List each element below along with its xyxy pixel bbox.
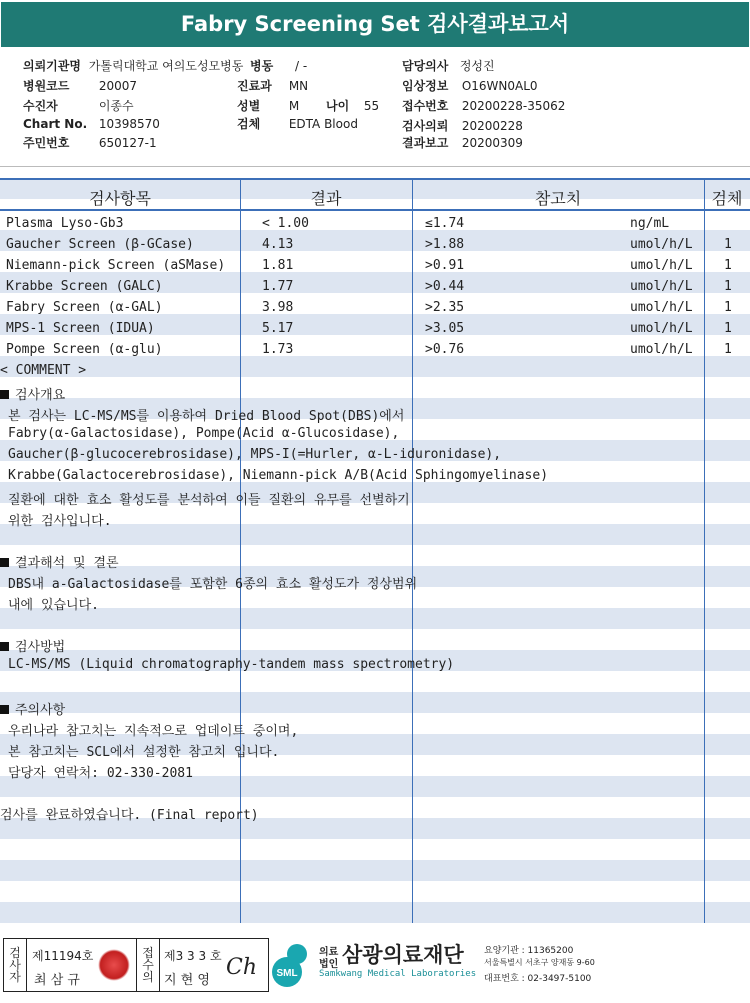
section-method-title-text: 검사방법: [15, 640, 66, 655]
col-header-specimen: 검체: [711, 189, 743, 208]
result-cell: 4.13: [262, 237, 294, 252]
unit-cell: umol/h/L: [630, 342, 693, 357]
result-cell: < 1.00: [262, 216, 309, 231]
org-name: 삼광의료재단: [342, 943, 464, 967]
report-date-label: 결과보고: [402, 136, 449, 150]
specimen-value: EDTA Blood: [288, 117, 358, 131]
overview-line: 질환에 대한 효소 활성도를 분석하여 이들 질환의 유무를 선별하기: [8, 493, 410, 508]
item-cell: Krabbe Screen (GALC): [6, 279, 163, 294]
col-header-reference: 참고치: [534, 189, 582, 208]
doctor-label: 담당의사: [402, 59, 449, 73]
result-cell: 1.77: [262, 279, 294, 294]
result-cell: 3.98: [262, 300, 294, 315]
unit-cell: umol/h/L: [630, 258, 693, 273]
official-seal-icon: [98, 949, 130, 981]
ssn-value: 650127-1: [98, 136, 157, 150]
tester-label-text: 검사자: [9, 946, 21, 984]
institution-label: 의뢰기관명: [23, 59, 81, 73]
results-table: [0, 178, 750, 923]
caution-line: 담당자 연락처: 02-330-2081: [8, 766, 193, 781]
section-conclusion-title: [0, 552, 119, 571]
item-cell: Pompe Screen (α-glu): [6, 342, 163, 357]
result-cell: 1.73: [262, 342, 294, 357]
org-prefix-1: 의료: [319, 947, 339, 958]
result-cell: 5.17: [262, 321, 294, 336]
clinical-info-value: O16WN0AL0: [461, 79, 538, 93]
hospital-code: [23, 77, 137, 94]
department: [237, 77, 308, 94]
conclusion-line: DBS내 a-Galactosidase를 포함한 6종의 효소 활성도가 정상범위: [8, 577, 418, 592]
section-caution-title: [0, 699, 65, 718]
square-bullet-icon: [0, 705, 9, 714]
conclusion-line: 내에 있습니다.: [8, 598, 100, 613]
caution-line: 본 참고치는 SCL에서 설정한 참고치 입니다.: [8, 745, 280, 760]
department-value: MN: [288, 79, 309, 93]
item-cell: Fabry Screen (α-GAL): [6, 300, 163, 315]
reference-cell: >2.35: [425, 300, 465, 315]
item-cell: Niemann-pick Screen (aSMase): [6, 258, 226, 273]
overview-line: Krabbe(Galactocerebrosidase), Niemann-pick A/B(Acid Sphingomyelinase): [8, 468, 549, 483]
ward-label: 병동: [250, 59, 274, 73]
chart-number-value: 10398570: [98, 117, 160, 131]
overview-line: Gaucher(β-glucocerebrosidase), MPS-I(=Hurler, α-L-iduronidase),: [8, 447, 502, 462]
section-conclusion-title-text: 결과해석 및 결론: [15, 556, 119, 571]
table-row: [0, 319, 750, 340]
hospital-code-label: 병원코드: [23, 79, 70, 93]
signature-box: [3, 938, 269, 992]
patient: [23, 97, 134, 114]
receipt-number-label: 접수번호: [402, 99, 449, 113]
section-method-title: [0, 636, 65, 655]
chart-number: [23, 117, 160, 131]
overview-line: Fabry(α-Galactosidase), Pompe(Acid α-Glucosidase),: [8, 426, 400, 441]
doctor-value: 정성진: [459, 59, 495, 73]
square-bullet-icon: [0, 390, 9, 399]
confirm-label: [136, 939, 160, 991]
request-date-label: 검사의뢰: [402, 119, 449, 133]
ward: [250, 57, 307, 74]
header-divider: [0, 166, 750, 167]
specimen-cell: 1: [724, 258, 732, 273]
request-date: [402, 117, 523, 134]
sml-logo-icon: [271, 940, 317, 990]
chart-number-label: Chart No.: [23, 117, 88, 131]
confirm-name: 지 현 영: [164, 973, 210, 988]
section-caution-title-text: 주의사항: [15, 703, 66, 718]
method-line: LC-MS/MS (Liquid chromatography-tandem mass spectrometry): [8, 657, 455, 672]
tester-number: 제11194호: [32, 949, 94, 963]
specimen-cell: 1: [724, 342, 732, 357]
doctor: [402, 57, 495, 74]
specimen-cell: 1: [724, 321, 732, 336]
table-row: [0, 214, 750, 235]
report-date-value: 20200309: [461, 136, 523, 150]
table-header-rule: [0, 209, 750, 211]
caution-line: 우리나라 참고치는 지속적으로 업데이트 중이며,: [8, 724, 299, 739]
signature: Ch: [226, 955, 258, 980]
sml-badge-text: SML: [276, 968, 298, 979]
col-header-item: 검사항목: [89, 189, 151, 208]
specimen-cell: 1: [724, 237, 732, 252]
confirm-label-text: 접수의: [142, 946, 154, 984]
age-label: 나이: [326, 99, 350, 113]
square-bullet-icon: [0, 558, 9, 567]
unit-cell: umol/h/L: [630, 237, 693, 252]
org-address: 서울특별시 서초구 양재동 9-60: [484, 958, 595, 967]
specimen-label: 검체: [237, 117, 261, 131]
tester-name: 최 삼 규: [34, 973, 80, 988]
org-code: 요양기관 : 11365200: [484, 946, 574, 956]
clinical-info: [402, 77, 538, 94]
unit-cell: umol/h/L: [630, 300, 693, 315]
institution: [23, 57, 243, 74]
ssn-label: 주민번호: [23, 136, 70, 150]
table-row: [0, 235, 750, 256]
reference-cell: ≤1.74: [425, 216, 465, 231]
comment-label: < COMMENT >: [0, 363, 87, 378]
age: [326, 97, 379, 114]
result-cell: 1.81: [262, 258, 294, 273]
request-date-value: 20200228: [461, 119, 523, 133]
receipt-number-value: 20200228-35062: [461, 99, 566, 113]
institution-value: 가톨릭대학교 여의도성모병동: [88, 59, 244, 73]
patient-value: 이종수: [98, 99, 134, 113]
section-overview-title: [0, 384, 65, 403]
reference-cell: >0.91: [425, 258, 465, 273]
receipt-number: [402, 97, 565, 114]
confirm-number: 제3 3 3 호: [164, 949, 222, 963]
reference-cell: >1.88: [425, 237, 465, 252]
table-row: [0, 298, 750, 319]
ward-value: / -: [295, 59, 308, 73]
reference-cell: >0.76: [425, 342, 465, 357]
final-report-text: 검사를 완료하였습니다. (Final report): [0, 808, 259, 823]
sex-value: M: [288, 99, 300, 113]
report-date: [402, 134, 523, 151]
report-title: Fabry Screening Set 검사결과보고서: [1, 2, 749, 47]
overview-line: 본 검사는 LC-MS/MS를 이용하여 Dried Blood Spot(DBS)에서: [8, 409, 405, 424]
item-cell: Gaucher Screen (β-GCase): [6, 237, 194, 252]
sex: [237, 97, 299, 114]
org-english-name: Samkwang Medical Laboratories: [319, 969, 477, 979]
table-row: [0, 256, 750, 277]
table-row: [0, 340, 750, 361]
clinical-info-label: 임상정보: [402, 79, 449, 93]
col-header-result: 결과: [310, 189, 342, 208]
sex-label: 성별: [237, 99, 261, 113]
age-value: 55: [363, 99, 380, 113]
overview-line: 위한 검사입니다.: [8, 514, 112, 529]
square-bullet-icon: [0, 642, 9, 651]
hospital-code-value: 20007: [98, 79, 138, 93]
patient-label: 수진자: [23, 99, 58, 113]
org-prefix-2: 법인: [319, 959, 339, 970]
tester-label: [4, 939, 27, 991]
item-cell: MPS-1 Screen (IDUA): [6, 321, 155, 336]
reference-cell: >0.44: [425, 279, 465, 294]
specimen: [237, 115, 358, 132]
specimen-cell: 1: [724, 279, 732, 294]
unit-cell: umol/h/L: [630, 279, 693, 294]
department-label: 진료과: [237, 79, 272, 93]
unit-cell: umol/h/L: [630, 321, 693, 336]
specimen-cell: 1: [724, 300, 732, 315]
org-phone: 대표번호 : 02-3497-5100: [484, 974, 592, 984]
unit-cell: ng/mL: [630, 216, 670, 231]
table-row: [0, 277, 750, 298]
item-cell: Plasma Lyso-Gb3: [6, 216, 124, 231]
reference-cell: >3.05: [425, 321, 465, 336]
section-overview-title-text: 검사개요: [15, 388, 66, 403]
ssn: [23, 134, 157, 151]
table-top-rule: [0, 178, 750, 180]
